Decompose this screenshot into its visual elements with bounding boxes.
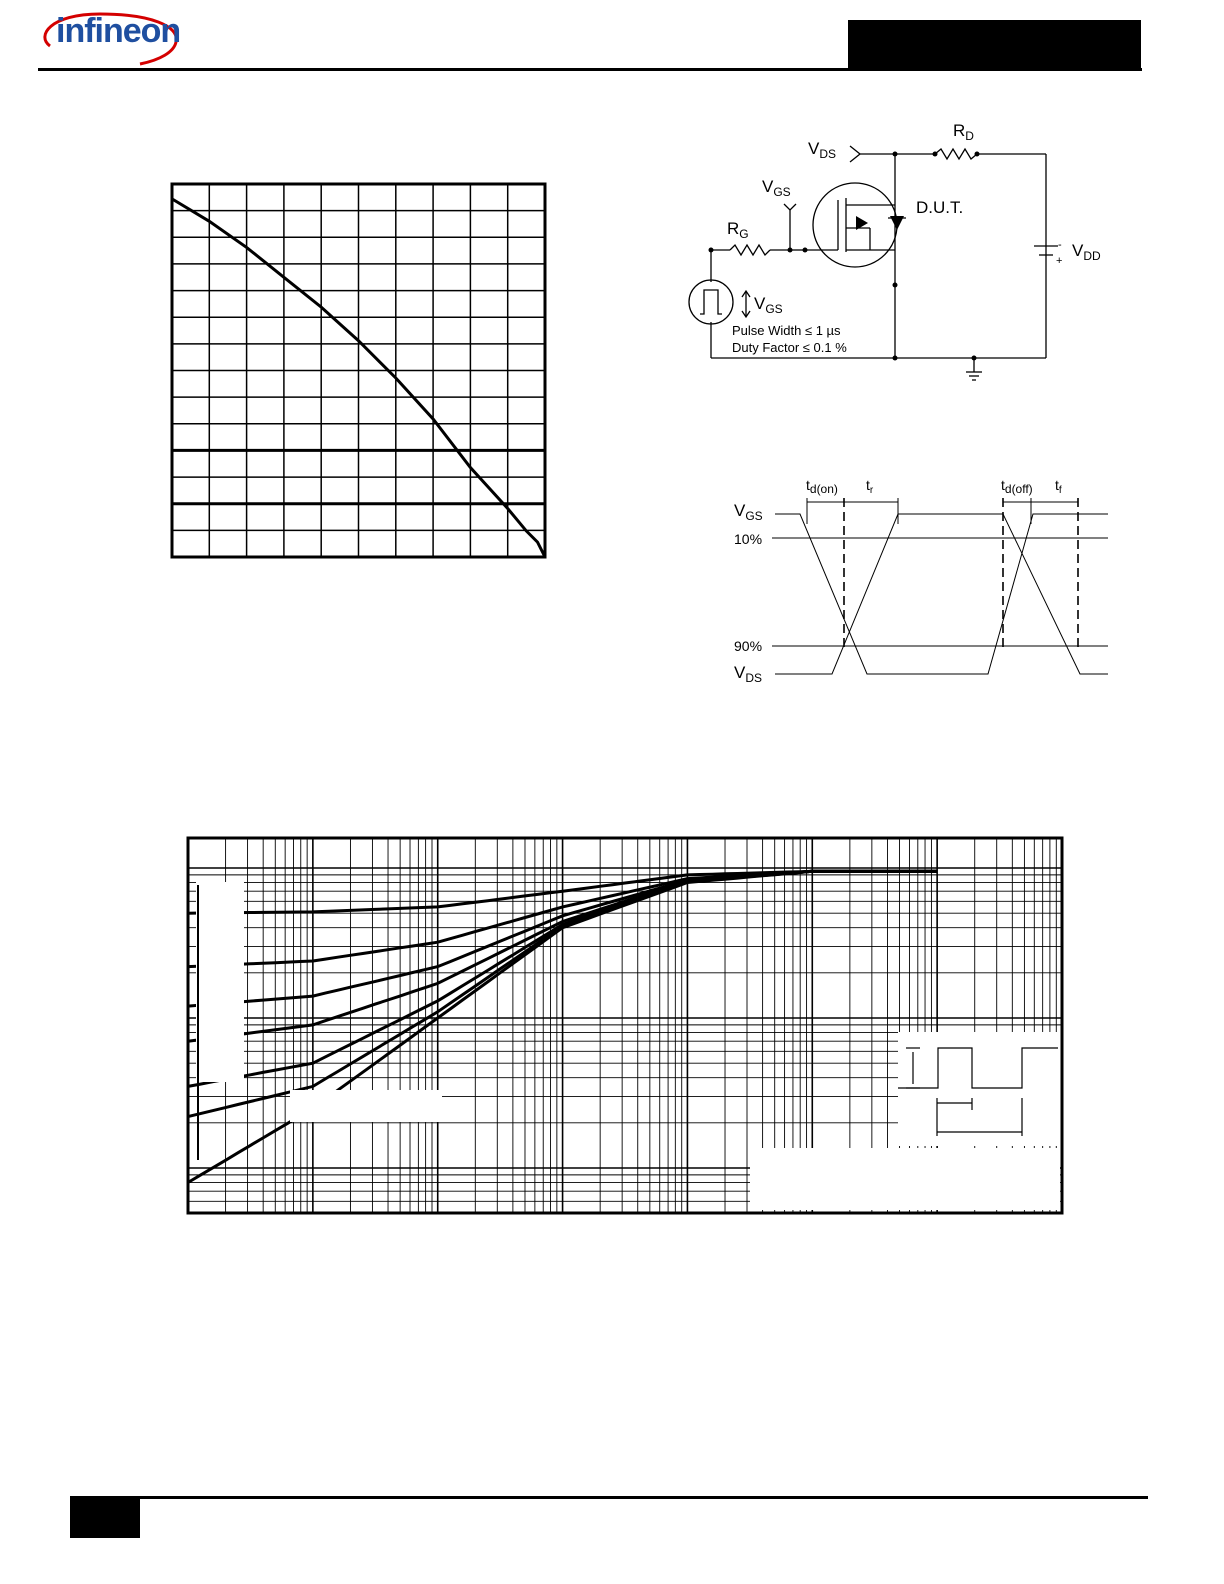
derating-chart	[160, 172, 560, 572]
label-mask-single	[290, 1090, 442, 1122]
derating-grid	[172, 184, 545, 557]
td-on-label: td(on)	[806, 477, 838, 496]
td-off-label: td(off)	[1001, 477, 1033, 496]
timing-vds-label: $V_{DS}$	[734, 663, 763, 685]
pulse-symbol	[700, 290, 722, 314]
logo-text: infineon	[56, 12, 181, 50]
header-rule	[38, 68, 1142, 71]
vdd-label: $V_{DD}$	[1072, 241, 1101, 263]
rd-resistor	[935, 149, 977, 159]
dut-label: D.U.T.	[916, 198, 964, 217]
tr-label: $t_r$	[866, 477, 874, 496]
pct90-label: 90%	[734, 638, 763, 654]
thermal-impedance-chart	[180, 830, 1070, 1220]
tf-label: $t_f$	[1055, 477, 1062, 496]
vds-input-arrow	[850, 146, 860, 162]
battery-plus: +	[1056, 255, 1063, 267]
footer-rule	[138, 1496, 1148, 1499]
label-mask-left	[196, 882, 244, 1082]
header-black-box	[848, 20, 1141, 71]
rg-label: $R_G$	[727, 219, 749, 241]
pct10-label: 10%	[734, 531, 763, 547]
pulse-generator	[689, 280, 733, 324]
vds-label: $V_{DS}$	[808, 139, 837, 161]
footer-page-box	[70, 1496, 140, 1538]
battery-minus: -	[1058, 239, 1062, 251]
duty-factor-label: Duty Factor ≤ 0.1 %	[732, 340, 847, 355]
label-mask-notes	[750, 1148, 1060, 1210]
switching-test-circuit	[670, 110, 1130, 400]
timing-vgs-label: $V_{GS}$	[734, 501, 763, 523]
vgs-probe-arrow	[784, 204, 796, 210]
pulse-vgs-label: $V_{GS}$	[754, 294, 783, 316]
rg-resistor	[730, 245, 770, 255]
rd-label: $R_D$	[953, 121, 974, 143]
inset-box	[898, 1032, 1062, 1146]
dut-mosfet	[813, 183, 897, 267]
vgs-label: $V_{GS}$	[762, 177, 791, 199]
switching-timing-diagram	[720, 470, 1120, 700]
pulse-width-label: Pulse Width ≤ 1 µs	[732, 323, 841, 338]
